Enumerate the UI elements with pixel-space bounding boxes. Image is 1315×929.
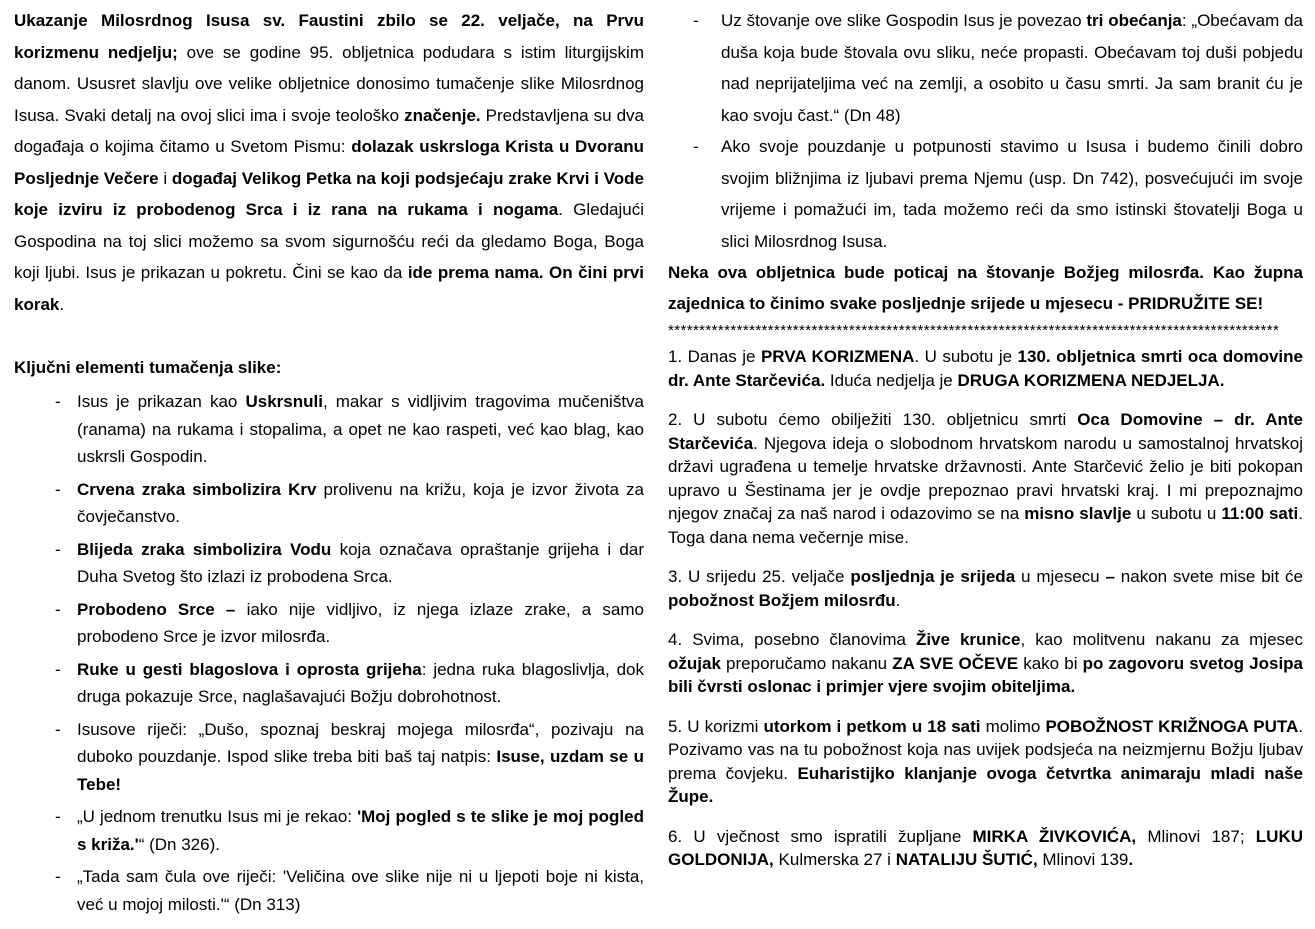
- bullet-dash: -: [55, 599, 61, 619]
- list-item: [14, 863, 644, 918]
- bullet-dash: -: [55, 719, 61, 739]
- announcements-list: [668, 345, 1303, 872]
- list-item: [14, 476, 644, 531]
- bullet-text: Isusove riječi: „Dušo, spoznaj beskraj mojega milosrđa“, pozivaju na duboko pouzdanje. Ispod slike treba biti baš taj natpis: Isuse, uzdam se u Tebe!: [77, 719, 644, 794]
- key-elements-list: [14, 388, 644, 918]
- list-item: [14, 656, 644, 711]
- bullet-text: Ako svoje pouzdanje u potpunosti stavimo u Isusa i budemo činili dobro svojim bližnjima iz ljubavi prema Njemu (usp. Dn 742), posvećujući im svoje vrijeme i pomažući im, tada možemo reći da smo istinski štovatelji Boga u slici Milosrdnog Isusa.: [721, 137, 1303, 251]
- bullet-dash: -: [693, 11, 699, 30]
- anniversary-callout: Neka ova obljetnica bude poticaj na štovanje Božjeg milosrđa. Kao župna zajednica to činimo svake posljednje srijede u mjesecu - PRIDRUŽITE SE!: [668, 263, 1303, 313]
- promises-list: [668, 5, 1303, 257]
- bullet-text: Crvena zraka simbolizira Krv prolivenu na križu, koja je izvor života za čovječanstvo.: [77, 479, 644, 526]
- announcement-item-5: 5. U korizmi utorkom i petkom u 18 sati molimo POBOŽNOST KRIŽNOGA PUTA. Pozivamo vas na tu pobožnost koja nas uvijek podsjeća na neizmjernu Božju ljubav prema čovjeku. Euharistijko klanjanje ovoga četvrtka animaraju mladi naše Župe.: [668, 716, 1303, 806]
- bullet-text: Isus je prikazan kao Uskrsnuli, makar s vidljivim tragovima mučeništva (ranama) na rukama i stopalima, a opet ne kao raspeti, već kao blag, kao uskrsli Gospodin.: [77, 392, 645, 466]
- announcement-item-6: 6. U vječnost smo ispratili župljane MIRKA ŽIVKOVIĆA, Mlinovi 187; LUKU GOLDONIJA, Kulmerska 27 i NATALIJU ŠUTIĆ, Mlinovi 139.: [668, 826, 1303, 869]
- announcement-item-3: 3. U srijedu 25. veljače posljednja je srijeda u mjesecu – nakon svete mise bit će pobožnost Božjem milosrđu.: [668, 567, 1303, 610]
- right-column: [668, 5, 1303, 929]
- bullet-dash: -: [55, 867, 61, 886]
- bullet-text: Blijeda zraka simbolizira Vodu koja označava opraštanje grijeha i dar Duha Svetog što izlazi iz probodena Srca.: [77, 539, 644, 586]
- list-item: [668, 5, 1303, 131]
- bullet-dash: -: [55, 659, 61, 679]
- asterisk-divider: **************************************************************************************************: [668, 322, 1280, 339]
- key-elements-heading: Ključni elementi tumačenja slike:: [14, 358, 282, 377]
- announcement-item-1: 1. Danas je PRVA KORIZMENA. U subotu je 130. obljetnica smrti oca domovine dr. Ante Starčevića. Iduća nedjelja je DRUGA KORIZMENA NEDJELJA.: [668, 347, 1303, 390]
- bullet-dash: -: [55, 392, 61, 411]
- bullet-dash: -: [55, 539, 61, 559]
- bullet-dash: -: [55, 479, 61, 499]
- bullet-text: Ruke u gesti blagoslova i oprosta grijeha: jedna ruka blagoslivlja, dok druga pokazuje Srce, naglašavajući Božju dobrohotnost.: [77, 659, 644, 706]
- intro-paragraph: Ukazanje Milosrdnog Isusa sv. Faustini zbilo se 22. veljače, na Prvu korizmenu nedjelju; ove se godine 95. obljetnica podudara s istim liturgijskim danom. Ususret slavlju ove velike obljetnice donosimo tumačenje slike Milosrdnog Isusa. Svaki detalj na ovoj slici ima i svoje teološko značenje. Predstavljena su dva događaja o kojima čitamo u Svetom Pismu: dolazak uskrsloga Krista u Dvoranu Posljednje Večere i događaj Velikog Petka na koji podsjećaju zrake Krvi i Vode koje izviru iz probodenog Srca i iz rana na rukama i nogama. Gledajući Gospodina na toj slici možemo sa svom sigurnošću reći da gledamo Boga, Boga koji ljubi. Isus je prikazan u pokretu. Čini se kao da ide prema nama. On čini prvi korak.: [14, 11, 645, 314]
- list-item: [14, 388, 644, 471]
- bullet-dash: -: [55, 807, 61, 826]
- list-item: [14, 596, 644, 651]
- list-item: [14, 803, 644, 858]
- bullet-text: Probodeno Srce – iako nije vidljivo, iz njega izlaze zrake, a samo probodeno Srce je izvor milosrđa.: [77, 599, 644, 646]
- announcement-item-2: 2. U subotu ćemo obilježiti 130. obljetnicu smrti Oca Domovine – dr. Ante Starčevića. Njegova ideja o slobodnom hrvatskom narodu u samostalnoj hrvatskoj državi ugrađena u temelje hrvatske državnosti. Ante Starčević želio je biti pokopan upravo u Šestinama jer je ovdje prepoznao pravi hrvatski kraj. I mi prepoznajmo njegov značaj za naš narod i odazovimo se na misno slavlje u subotu u 11:00 sati. Toga dana nema večernje mise.: [668, 410, 1303, 547]
- bullet-text: „Tada sam čula ove riječi: 'Veličina ove slike nije ni u ljepoti boje ni kista, već u mojoj milosti.'“ (Dn 313): [77, 867, 644, 914]
- list-item: [14, 716, 644, 799]
- bullet-text: „U jednom trenutku Isus mi je rekao: 'Moj pogled s te slike je moj pogled s križa.'“ (Dn 326).: [77, 807, 644, 854]
- left-column: [14, 5, 644, 929]
- list-item: [668, 131, 1303, 257]
- list-item: [14, 536, 644, 591]
- bullet-dash: -: [693, 137, 699, 156]
- announcement-item-4: 4. Svima, posebno članovima Žive krunice, kao molitvenu nakanu za mjesec ožujak preporučamo nakanu ZA SVE OČEVE kako bi po zagovoru svetog Josipa bili čvrsti oslonac i primjer vjere svojim obiteljima.: [668, 630, 1304, 696]
- bullet-text: Uz štovanje ove slike Gospodin Isus je povezao tri obećanja: „Obećavam da duša koja bude štovala ovu sliku, neće propasti. Obećavam toj duši pobjedu nad neprijateljima već na zemlji, a osobito u času smrti. Ja sam branit ću je kao svoju čast.“ (Dn 48): [721, 11, 1303, 125]
